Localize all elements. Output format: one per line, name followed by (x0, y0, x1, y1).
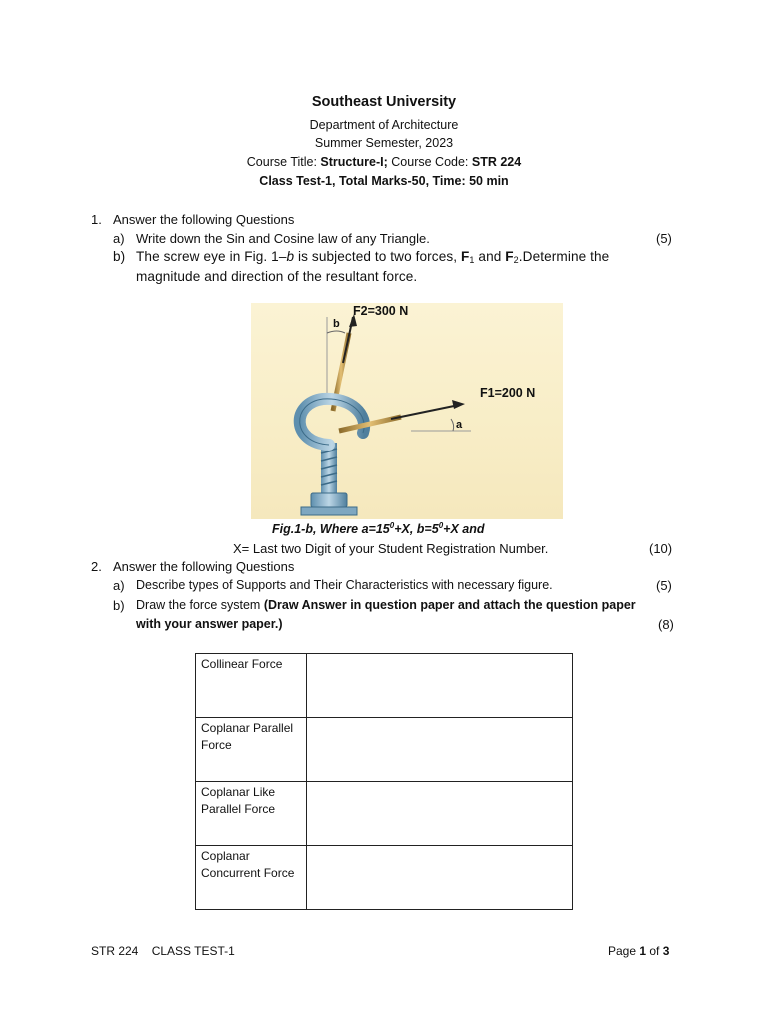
screw-nut (311, 493, 347, 507)
screw-base (301, 507, 357, 515)
q2b-line2: with your answer paper.) (136, 617, 283, 631)
table-row (196, 782, 573, 846)
q2b-marks: (8) (658, 617, 674, 632)
q1-title: Answer the following Questions (113, 212, 295, 227)
f1-arrowhead (452, 400, 465, 409)
force-label-cell: Coplanar Concurrent Force (196, 846, 307, 910)
q1a-marks: (5) (656, 231, 672, 246)
department: Department of Architecture (309, 118, 459, 132)
q1a-text: Write down the Sin and Cosine law of any Triangle. (136, 231, 430, 246)
answer-cell (307, 718, 573, 782)
q1b-label: b) (113, 249, 126, 264)
course-line (0, 155, 768, 169)
table-row (196, 718, 573, 782)
course-title: Structure-I; (320, 155, 388, 169)
q2b-text: Draw the force system (Draw Answer in question paper and attach the question paper (136, 598, 636, 612)
table-row (196, 846, 573, 910)
force-label-cell: Coplanar Parallel Force (196, 718, 307, 782)
q1a-label: a) (113, 231, 125, 246)
screw-eye-figure (251, 303, 563, 519)
x-definition: X= Last two Digit of your Student Registration Number. (233, 541, 549, 556)
angle-b-label: b (333, 318, 340, 330)
q1b-marks: (10) (649, 541, 673, 556)
q2-number: 2. (91, 559, 102, 574)
angle-a-label: a (456, 419, 463, 431)
answer-cell (307, 654, 573, 718)
table-row (196, 654, 573, 718)
f1-label: F1=200 N (480, 386, 536, 400)
force-label-cell: Collinear Force (196, 654, 307, 718)
q2-title: Answer the following Questions (113, 559, 295, 574)
f1-arrow-line (391, 405, 459, 419)
figure-caption: Fig.1-b, Where $a=15^0+X$, $b=5^0+X$ and (272, 521, 485, 537)
page-number: Page 1 of 3 (608, 944, 670, 958)
answer-cell (307, 846, 573, 910)
course-code-label: Course Code: (387, 155, 472, 169)
q2a-label: a) (113, 578, 125, 593)
force-system-table (195, 653, 573, 910)
semester: Summer Semester, 2023 (314, 136, 454, 150)
angle-b-arc (327, 331, 345, 333)
footer-course: STR 224 CLASS TEST-1 (91, 944, 235, 958)
angle-a-arc (451, 419, 454, 431)
q1b-text: The screw eye in Fig. 1–b is subjected to two forces, $F_1$ and $F_2.Determine$ the (136, 249, 610, 265)
f2-label: F2=300 N (353, 304, 409, 318)
q2b-label: b) (113, 598, 125, 613)
q2a-text: Describe types of Supports and Their Characteristics with necessary figure. (136, 578, 553, 592)
screw-eye-illustration (251, 303, 563, 519)
university-name: Southeast University (311, 94, 457, 110)
course-code: STR 224 (471, 155, 522, 169)
force-label-cell: Coplanar Like Parallel Force (196, 782, 307, 846)
test-info: Class Test-1, Total Marks-50, Time: 50 min (259, 174, 509, 188)
course-title-label: Course Title: (246, 155, 321, 169)
q2a-marks: (5) (656, 578, 672, 593)
q1-number: 1. (91, 212, 102, 227)
q1b-line2: magnitude and direction of the resultant force. (136, 269, 418, 284)
answer-cell (307, 782, 573, 846)
